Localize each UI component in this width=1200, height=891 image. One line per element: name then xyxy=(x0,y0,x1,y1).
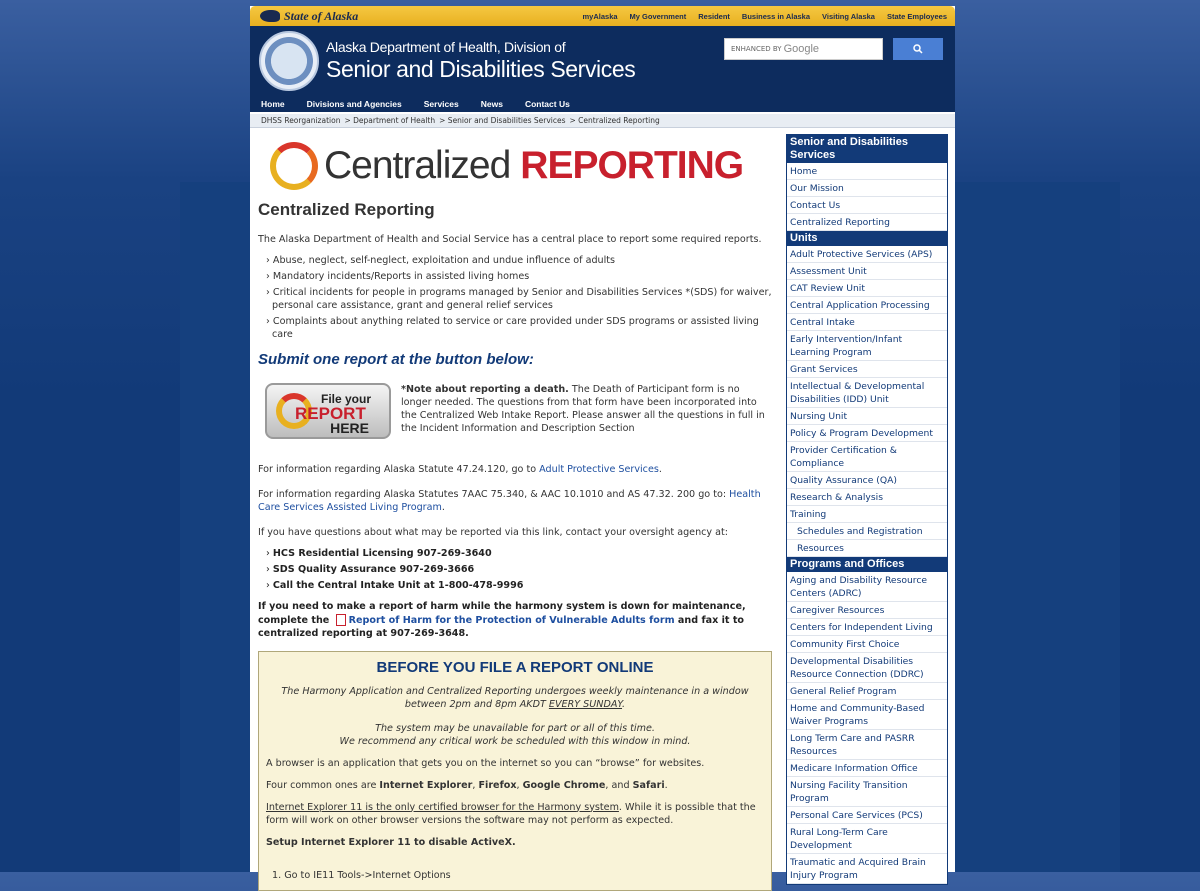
state-link-visiting[interactable]: Visiting Alaska xyxy=(822,11,875,21)
sidebar-item-hcb-waiver[interactable]: Home and Community-Based Waiver Programs xyxy=(787,700,947,730)
maintenance-text-main: The Harmony Application and Centralized Reporting undergoes weekly maintenance in a window between 2pm and 8pm AKDT xyxy=(281,685,749,710)
questions-text: If you have questions about what may be reported via this link, contact your oversight agency at: xyxy=(258,527,729,538)
page-title: Centralized Reporting xyxy=(258,200,435,219)
browser-safari: Safari xyxy=(632,779,665,791)
statute-2-text: For information regarding Alaska Statutes 7AAC 75.340, & AAC 10.1010 and AS 47.32. 200 go to: xyxy=(258,489,730,500)
unavailable-line2: We recommend any critical work be scheduled with this window in mind. xyxy=(339,735,691,747)
sidebar-item-contact[interactable]: Contact Us xyxy=(787,197,947,214)
nav-contact[interactable]: Contact Us xyxy=(524,99,570,109)
nav-divisions[interactable]: Divisions and Agencies xyxy=(306,99,402,109)
banner-word-reporting: REPORTING xyxy=(520,144,744,187)
bear-icon xyxy=(260,10,280,22)
aps-link[interactable]: Adult Protective Services xyxy=(539,464,659,475)
banner-word-centralized: Centralized xyxy=(324,144,511,187)
ie-certified-underlined: Internet Explorer 11 is the only certified browser for the Harmony system xyxy=(266,801,619,813)
sidebar-item-schedules[interactable]: Schedules and Registration xyxy=(787,523,947,540)
search-google-label: Google xyxy=(783,43,820,55)
sidebar-item-ddrc[interactable]: Developmental Disabilities Resource Connection (DDRC) xyxy=(787,653,947,683)
state-link-my-government[interactable]: My Government xyxy=(629,11,687,21)
department-seal-icon[interactable] xyxy=(259,31,319,91)
before-you-file-box xyxy=(258,651,772,891)
nav-services[interactable]: Services xyxy=(423,99,459,109)
sidebar-item-community-first[interactable]: Community First Choice xyxy=(787,636,947,653)
harm-text-end: and fax it to centralized reporting at 907-269-3648. xyxy=(258,614,745,639)
contacts-list xyxy=(258,547,780,592)
breadcrumb-item[interactable]: DHSS Reorganization xyxy=(261,116,341,125)
sidebar-item-brain-injury[interactable]: Traumatic and Acquired Brain Injury Program xyxy=(787,854,947,884)
sidebar-item-research[interactable]: Research & Analysis xyxy=(787,489,947,506)
unavailable-line1: The system may be unavailable for part or all of this time. xyxy=(375,722,655,734)
nav-home[interactable]: Home xyxy=(261,99,285,109)
state-bar xyxy=(250,6,955,26)
list-item: › Complaints about anything related to service or care provided under SDS programs or assisted living care xyxy=(266,315,780,341)
site-search xyxy=(724,38,943,60)
contact-item: › HCS Residential Licensing 907-269-3640 xyxy=(266,547,780,560)
page-container xyxy=(250,6,955,881)
sidebar-item-provider-cert[interactable]: Provider Certification & Compliance xyxy=(787,442,947,472)
four-browsers-end: . xyxy=(664,779,668,791)
sidebar-item-assessment[interactable]: Assessment Unit xyxy=(787,263,947,280)
banner-text xyxy=(324,144,743,188)
sidebar-item-grant-services[interactable]: Grant Services xyxy=(787,361,947,378)
sidebar-item-resources[interactable]: Resources xyxy=(787,540,947,557)
sidebar-item-cat-review[interactable]: CAT Review Unit xyxy=(787,280,947,297)
sidebar-item-nursing[interactable]: Nursing Unit xyxy=(787,408,947,425)
state-link-myalaska[interactable]: myAlaska xyxy=(582,11,618,21)
statute-1 xyxy=(258,463,780,476)
sidebar-head-sds: Senior and Disabilities Services xyxy=(787,135,947,163)
browser-text: A browser is an application that gets you on the internet so you can “browse” for websites. xyxy=(266,757,705,769)
maintenance-text xyxy=(266,685,764,711)
search-input[interactable] xyxy=(724,38,883,60)
sidebar-item-pcs[interactable]: Personal Care Services (PCS) xyxy=(787,807,947,824)
statute-1-text: For information regarding Alaska Statute 47.24.120, go to xyxy=(258,464,540,475)
ie-certified-rest: . While it is possible that the form will work on other browser versions the software may not perform as expected. xyxy=(266,801,756,826)
sidebar-item-medicare[interactable]: Medicare Information Office xyxy=(787,760,947,777)
step-1-text: 1. Go to IE11 Tools->Internet Options xyxy=(272,869,451,881)
file-report-line2: REPORT xyxy=(295,404,366,423)
sidebar-item-policy[interactable]: Policy & Program Development xyxy=(787,425,947,442)
death-note xyxy=(401,383,769,439)
breadcrumb xyxy=(250,114,955,128)
report-types-list xyxy=(258,254,780,341)
main-nav xyxy=(250,96,955,114)
contact-item: › Call the Central Intake Unit at 1-800-478-9996 xyxy=(266,579,780,592)
sidebar-item-central-application[interactable]: Central Application Processing xyxy=(787,297,947,314)
list-item: › Mandatory incidents/Reports in assisted living homes xyxy=(266,270,780,283)
background-band-right xyxy=(955,182,1120,872)
unavailable-text xyxy=(266,722,764,748)
file-report-block xyxy=(258,383,780,439)
background-band-left xyxy=(180,182,250,872)
sidebar-head-units: Units xyxy=(787,231,947,246)
breadcrumb-item[interactable]: > Department of Health xyxy=(344,116,436,125)
sidebar-item-independent-living[interactable]: Centers for Independent Living xyxy=(787,619,947,636)
sidebar-item-general-relief[interactable]: General Relief Program xyxy=(787,683,947,700)
state-link-resident[interactable]: Resident xyxy=(698,11,730,21)
centralized-reporting-banner xyxy=(270,139,770,193)
list-item: › Abuse, neglect, self-neglect, exploitation and undue influence of adults xyxy=(266,254,780,267)
state-links xyxy=(583,12,947,21)
sidebar-item-early-intervention[interactable]: Early Intervention/Infant Learning Program xyxy=(787,331,947,361)
ie-certified-text xyxy=(266,801,764,827)
sidebar-item-adrc[interactable]: Aging and Disability Resource Centers (ADRC) xyxy=(787,572,947,602)
sidebar-item-aps[interactable]: Adult Protective Services (APS) xyxy=(787,246,947,263)
harm-text: If you need to make a report of harm while the harmony system is down for maintenance, complete the xyxy=(258,601,746,626)
sidebar xyxy=(786,134,948,885)
sidebar-item-mission[interactable]: Our Mission xyxy=(787,180,947,197)
site-header xyxy=(250,26,955,96)
statute-2 xyxy=(258,488,780,514)
file-report-button[interactable] xyxy=(265,383,391,439)
statute-1-end: . xyxy=(658,464,662,475)
browser-and: , and xyxy=(605,779,633,791)
state-link-employees[interactable]: State Employees xyxy=(886,11,947,21)
sidebar-item-home[interactable]: Home xyxy=(787,163,947,180)
four-browsers-text: Four common ones are Internet Explorer, Firefox, Google Chrome, and Safari. xyxy=(266,779,668,791)
search-icon xyxy=(913,44,923,54)
site-title[interactable] xyxy=(326,39,635,83)
reporting-ring-icon xyxy=(270,142,318,190)
intro-text: The Alaska Department of Health and Social Service has a central place to report some required reports. xyxy=(258,234,762,245)
sidebar-item-training[interactable]: Training xyxy=(787,506,947,523)
death-note-bold: *Note about reporting a death. xyxy=(401,384,569,395)
main-content xyxy=(250,130,780,891)
sidebar-item-qa[interactable]: Quality Assurance (QA) xyxy=(787,472,947,489)
four-browsers-intro: Four common ones are xyxy=(266,779,380,791)
submit-heading: Submit one report at the button below: xyxy=(258,351,534,368)
file-report-line1: File your xyxy=(320,392,371,406)
browser-ie: Internet Explorer xyxy=(379,779,473,791)
sidebar-item-centralized-reporting[interactable]: Centralized Reporting xyxy=(787,214,947,231)
search-button[interactable] xyxy=(893,38,943,60)
setup-ie-text xyxy=(266,836,764,849)
browser-firefox: Firefox xyxy=(478,779,517,791)
search-enhanced-label: ENHANCED BY xyxy=(731,45,782,53)
state-logo-text: State of Alaska xyxy=(284,8,359,23)
breadcrumb-item[interactable]: > Centralized Reporting xyxy=(569,116,660,125)
before-title: BEFORE YOU FILE A REPORT ONLINE xyxy=(376,658,654,676)
pdf-icon xyxy=(336,614,346,626)
state-of-alaska-logo[interactable] xyxy=(260,9,358,24)
nav-news[interactable]: News xyxy=(480,99,503,109)
site-subtitle: Alaska Department of Health, Division of xyxy=(326,39,566,55)
maintenance-day: EVERY SUNDAY xyxy=(548,698,623,710)
contact-item: › SDS Quality Assurance 907-269-3666 xyxy=(266,563,780,576)
death-note-text: The Death of Participant form is no longer needed. The questions from that form have been incorporated into the Centralized Web Intake Report. Please answer all the questions in full in the Incident Information and Description Section xyxy=(401,384,765,434)
sidebar-head-programs: Programs and Offices xyxy=(787,557,947,572)
harm-report-text xyxy=(258,600,780,641)
report-of-harm-link[interactable]: Report of Harm for the Protection of Vulnerable Adults form xyxy=(348,614,675,626)
sidebar-item-rural-ltc[interactable]: Rural Long-Term Care Development xyxy=(787,824,947,854)
sidebar-item-caregiver[interactable]: Caregiver Resources xyxy=(787,602,947,619)
browser-chrome: Google Chrome xyxy=(522,779,606,791)
maintenance-text-end: . xyxy=(622,698,626,710)
list-item: › Critical incidents for people in programs managed by Senior and Disabilities Services *(SDS) for waiver, personal care assistance, grant and general relief services xyxy=(266,286,780,312)
breadcrumb-item[interactable]: > Senior and Disabilities Services xyxy=(439,116,566,125)
statute-2-end: . xyxy=(441,502,445,513)
sidebar-item-idd[interactable]: Intellectual & Developmental Disabilities (IDD) Unit xyxy=(787,378,947,408)
state-link-business[interactable]: Business in Alaska xyxy=(741,11,811,21)
site-main-title: Senior and Disabilities Services xyxy=(326,56,636,82)
setup-ie-bold: Setup Internet Explorer 11 to disable ActiveX. xyxy=(266,836,516,848)
sidebar-item-long-term-care[interactable]: Long Term Care and PASRR Resources xyxy=(787,730,947,760)
assisted-living-link[interactable]: Health Care Services Assisted Living Program xyxy=(258,489,761,513)
sidebar-item-central-intake[interactable]: Central Intake xyxy=(787,314,947,331)
sidebar-item-nursing-facility[interactable]: Nursing Facility Transition Program xyxy=(787,777,947,807)
file-report-line3: HERE xyxy=(330,420,369,436)
